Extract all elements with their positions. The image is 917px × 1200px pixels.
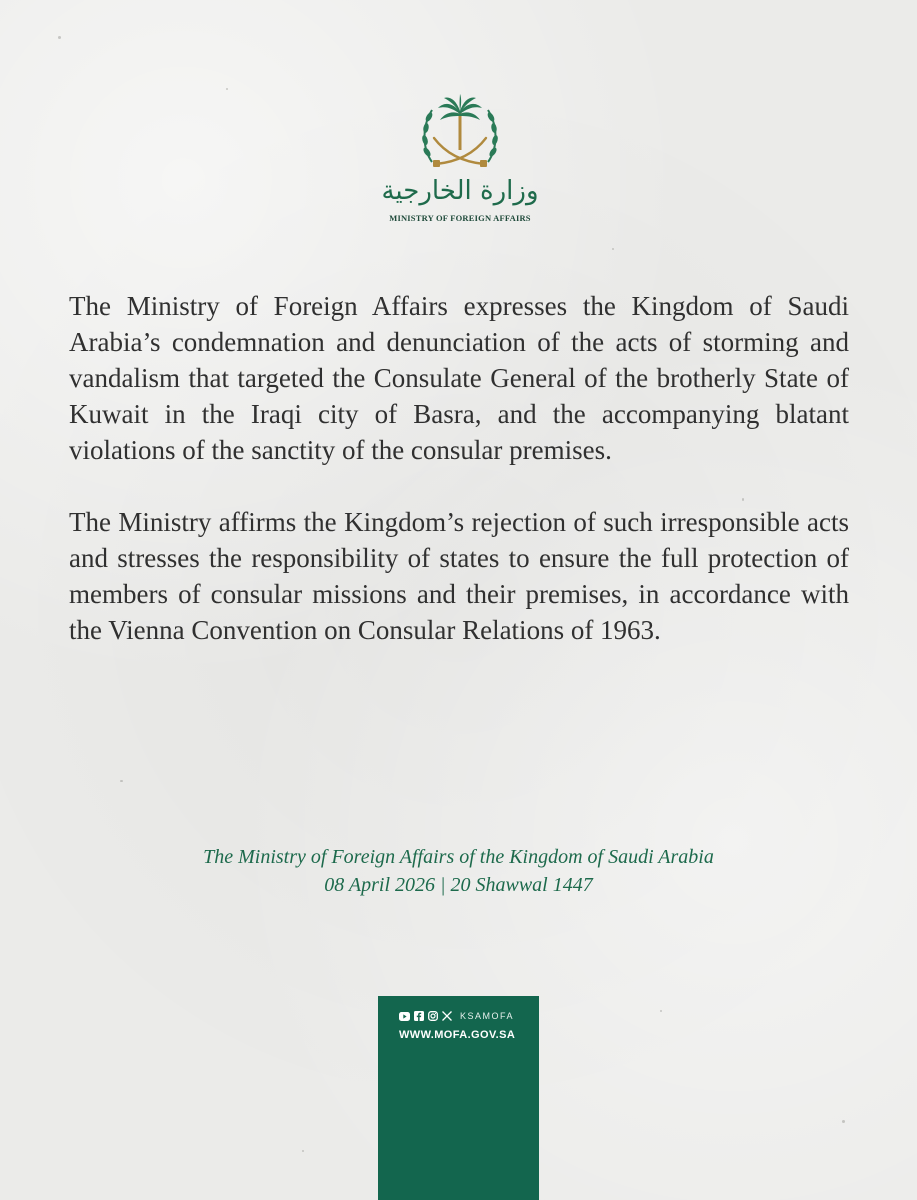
paper-speck [120, 780, 123, 782]
statement-paragraph: The Ministry of Foreign Affairs expresses the Kingdom of Saudi Arabia’s condemnation and denunciation of the acts of storming and vandalism that targeted the Consulate General of the brotherly State of Kuwait in the Iraqi city of Basra, and the accompanying blatant violations of the sanctity of the consular premises. [69, 291, 849, 465]
palm-and-swords-emblem-icon [418, 92, 502, 176]
signature-issuer: The Ministry of Foreign Affairs of the Kingdom of Saudi Arabia [203, 846, 714, 868]
paper-speck [58, 36, 61, 39]
statement-paragraph: The Ministry affirms the Kingdom’s rejection of such irresponsible acts and stresses the responsibility of states to ensure the full protection of members of consular missions and their premises, in accordance with the Vienna Convention on Consular Relations of 1963. [69, 507, 849, 645]
website-link[interactable]: WWW.MOFA.GOV.SA [399, 1029, 516, 1041]
instagram-icon[interactable] [427, 1011, 438, 1022]
youtube-icon[interactable] [399, 1011, 410, 1022]
logo-english-name: MINISTRY OF FOREIGN AFFAIRS [389, 213, 531, 223]
signature-block [90, 843, 827, 899]
facebook-icon[interactable] [413, 1011, 424, 1022]
statement-body [69, 288, 849, 648]
signature-date: 08 April 2026 | 20 Shawwal 1447 [324, 874, 593, 896]
paper-speck [302, 1150, 304, 1152]
logo-arabic-name: وزارة الخارجية [381, 176, 539, 206]
paper-speck [660, 1010, 662, 1012]
paper-speck [842, 1120, 845, 1123]
paper-speck [612, 248, 614, 250]
footer-box [378, 996, 539, 1200]
ministry-logo [380, 92, 540, 232]
social-links [399, 1009, 514, 1023]
social-handle[interactable]: KSAMOFA [460, 1011, 515, 1021]
x-icon[interactable] [441, 1011, 452, 1022]
paper-speck [226, 88, 228, 90]
